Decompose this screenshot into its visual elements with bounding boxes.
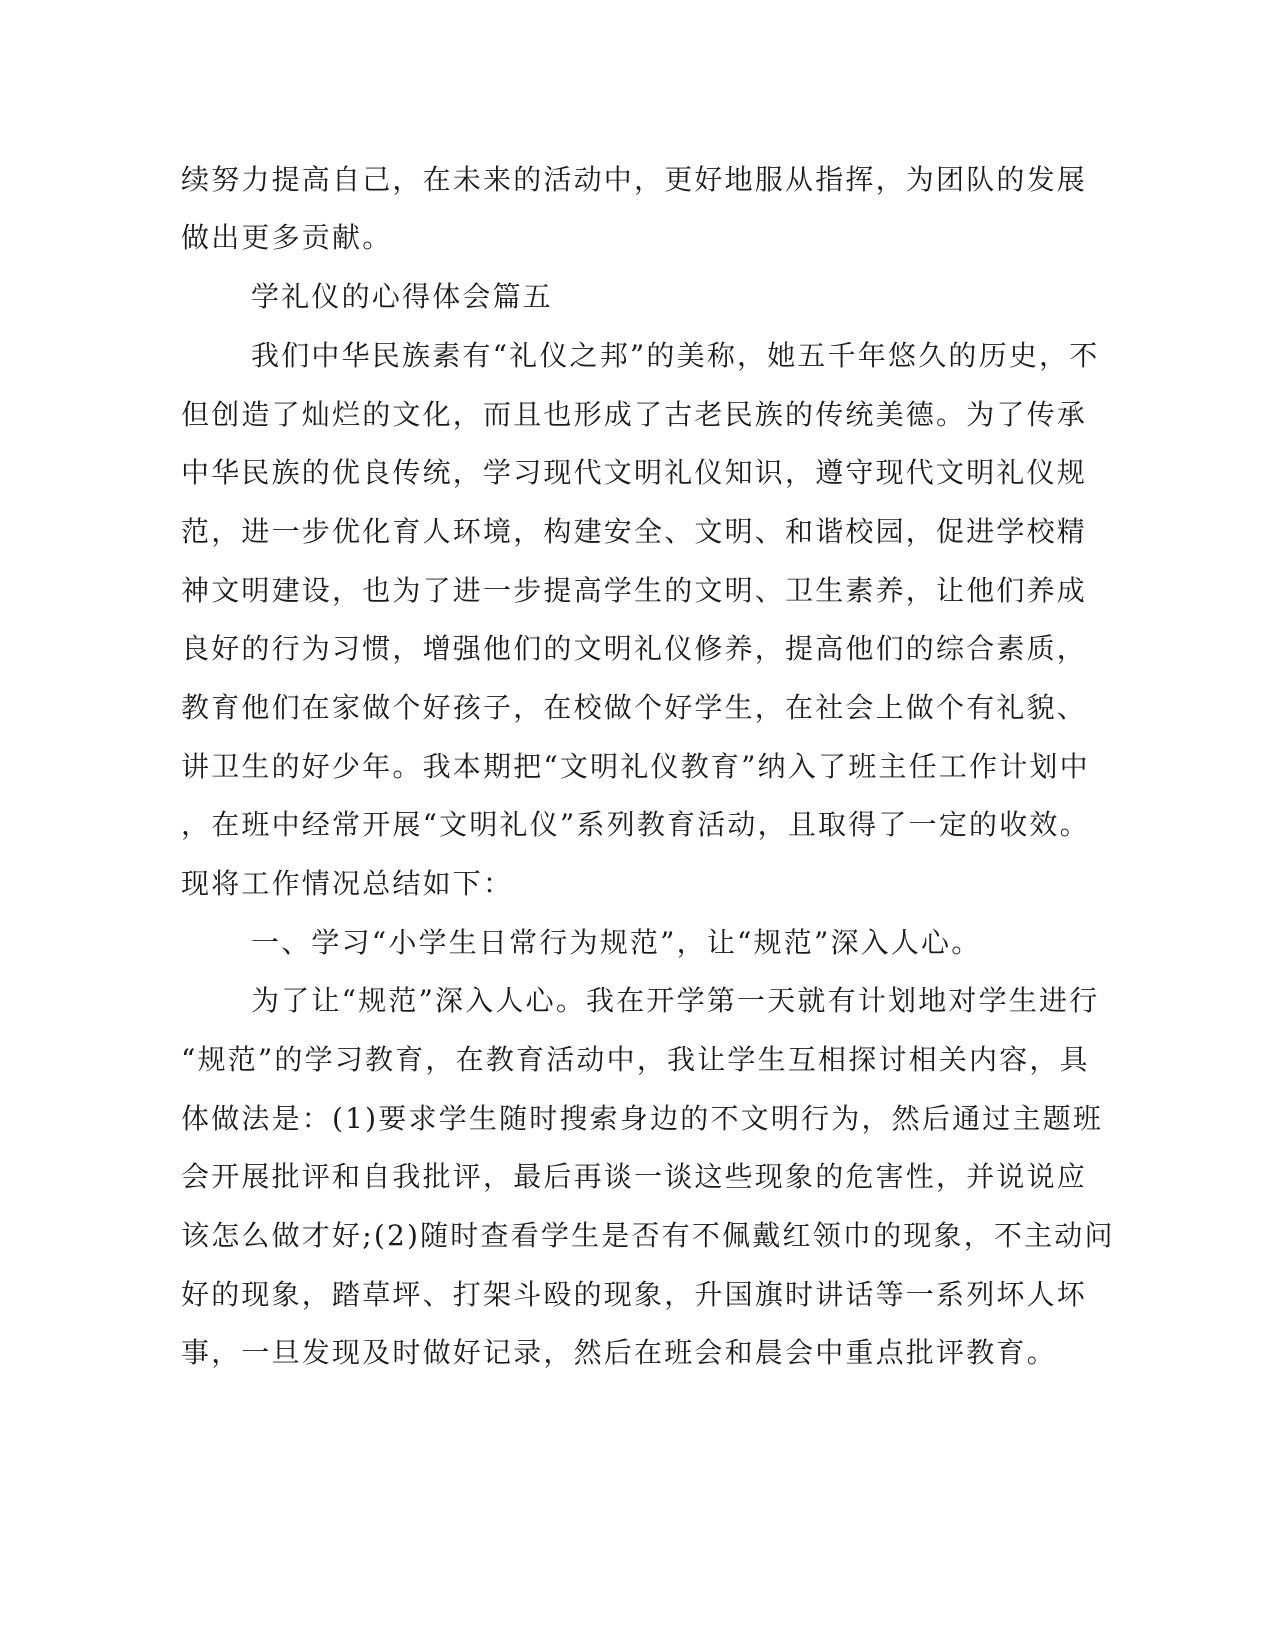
text-line: 现将工作情况总结如下： [181,867,514,900]
text-line: 教育他们在家做个好孩子，在校做个好学生，在社会上做个有礼貌、 [181,691,1088,724]
text-line: “规范”的学习教育，在教育活动中，我让学生互相探讨相关内容，具 [181,1043,1090,1076]
text-line: 讲卫生的好少年。我本期把“文明礼仪教育”纳入了班主任工作计划中 [181,750,1090,783]
text-line: 事，一旦发现及时做好记录，然后在班会和晨会中重点批评教育。 [181,1336,1057,1369]
text-line: 好的现象，踏草坪、打架斗殴的现象，升国旗时讲话等一系列坏人坏 [181,1278,1088,1311]
text-line: 神文明建设，也为了进一步提高学生的文明、卫生素养，让他们养成 [181,574,1088,607]
text-line: 会开展批评和自我批评，最后再谈一谈这些现象的危害性，并说说应 [181,1160,1088,1193]
text-line: 为了让“规范”深入人心。我在开学第一天就有计划地对学生进行 [251,984,1100,1017]
text-line: 做出更多贡献。 [181,221,393,254]
text-line: 体做法是：(1)要求学生随时搜索身边的不文明行为，然后通过主题班 [181,1102,1104,1135]
text-line: 但创造了灿烂的文化，而且也形成了古老民族的传统美德。为了传承 [181,398,1088,431]
text-line: 我们中华民族素有“礼仪之邦”的美称，她五千年悠久的历史，不 [251,339,1100,372]
subsection-heading: 一、学习“小学生日常行为规范”，让“规范”深入人心。 [251,926,982,959]
text-line: 范，进一步优化育人环境，构建安全、文明、和谐校园，促进学校精 [181,515,1088,548]
text-line: 该怎么做才好;(2)随时查看学生是否有不佩戴红领巾的现象，不主动问 [181,1219,1115,1252]
text-line: 中华民族的优良传统，学习现代文明礼仪知识，遵守现代文明礼仪规 [181,456,1088,489]
text-line: ，在班中经常开展“文明礼仪”系列教育活动，且取得了一定的收效。 [181,808,1090,841]
text-line: 续努力提高自己，在未来的活动中，更好地服从指挥，为团队的发展 [181,163,1088,196]
text-line: 良好的行为习惯，增强他们的文明礼仪修养，提高他们的综合素质， [181,632,1088,665]
section-heading: 学礼仪的心得体会篇五 [251,280,554,313]
